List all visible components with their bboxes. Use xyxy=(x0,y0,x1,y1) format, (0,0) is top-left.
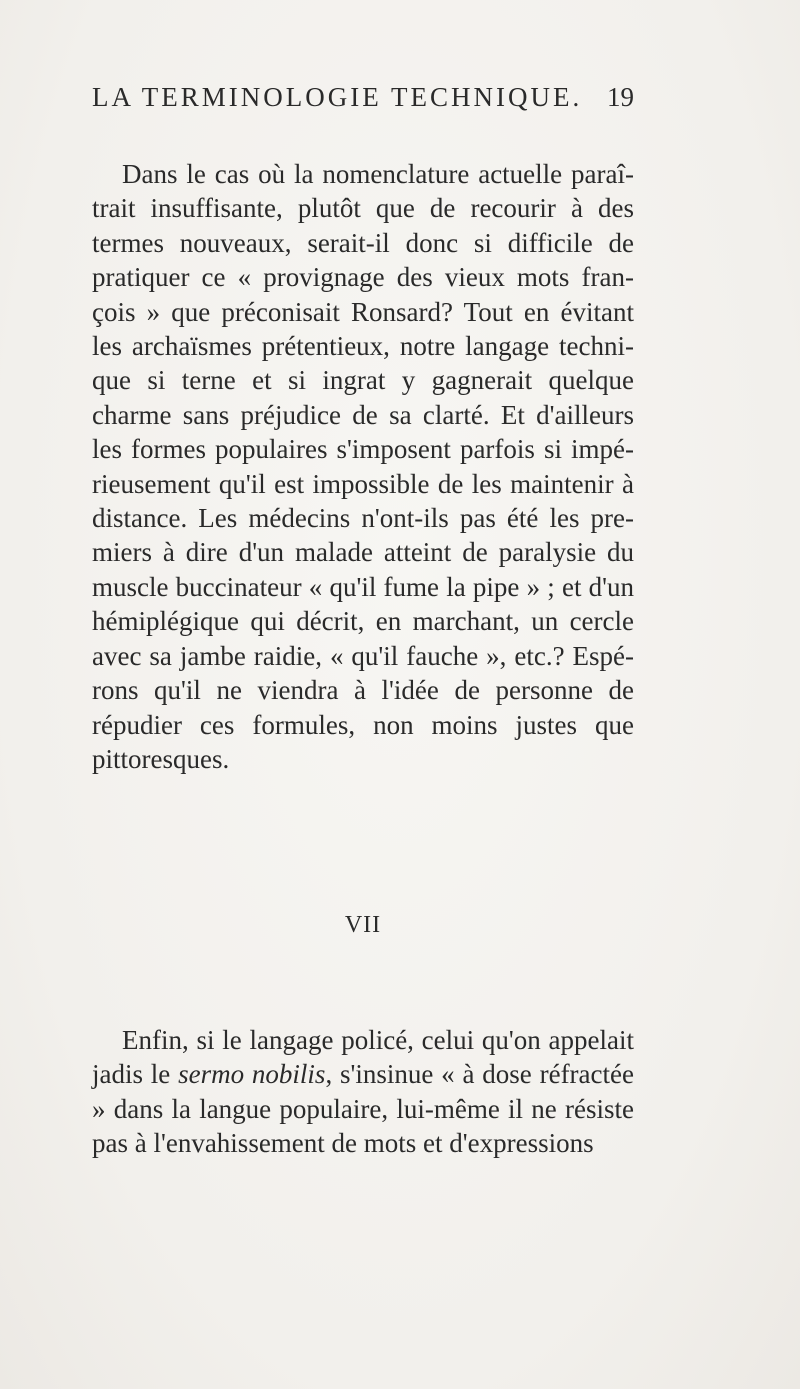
running-head xyxy=(92,82,634,122)
latin-phrase: sermo nobilis xyxy=(178,1059,326,1090)
page-number: 19 xyxy=(607,82,634,112)
paragraph-2-text-start: Enfin, si le langage policé, celui qu'on appelait jadis le xyxy=(92,1025,634,1090)
paragraph-2-text-end: , s'insinue « à dose réfractée » dans la langue populaire, lui-même il ne résiste pas à l'envahissement de mots et d'expressions xyxy=(92,1059,634,1159)
body-paragraph-2 xyxy=(92,1023,634,1161)
running-head-title: LA TERMINOLOGIE TECHNIQUE. xyxy=(92,82,583,112)
section-heading: VII xyxy=(344,912,382,938)
body-paragraph-1: Dans le cas où la nomenclature actuelle paraî-trait insuffisante, plutôt que de recourir à des termes nouveaux, serait-il donc si difficile de pratiquer ce « provignage des vieux mots fran-çois » que préconisait Ronsard? Tout en évitant les archaïsmes prétentieux, notre langage techni-que si terne et si ingrat y gagnerait quelque charme sans préjudice de sa clarté. Et d'ailleurs les formes populaires s'imposent parfois si impé-rieusement qu'il est impossible de les maintenir à distance. Les médecins n'ont-ils pas été les pre-miers à dire d'un malade atteint de paralysie du muscle buccinateur « qu'il fume la pipe » ; et d'un hémiplégique qui décrit, en marchant, un cercle avec sa jambe raidie, « qu'il fauche », etc.? Espé-rons qu'il ne viendra à l'idée de personne de répudier ces formules, non moins justes que pittoresques. xyxy=(92,159,634,774)
